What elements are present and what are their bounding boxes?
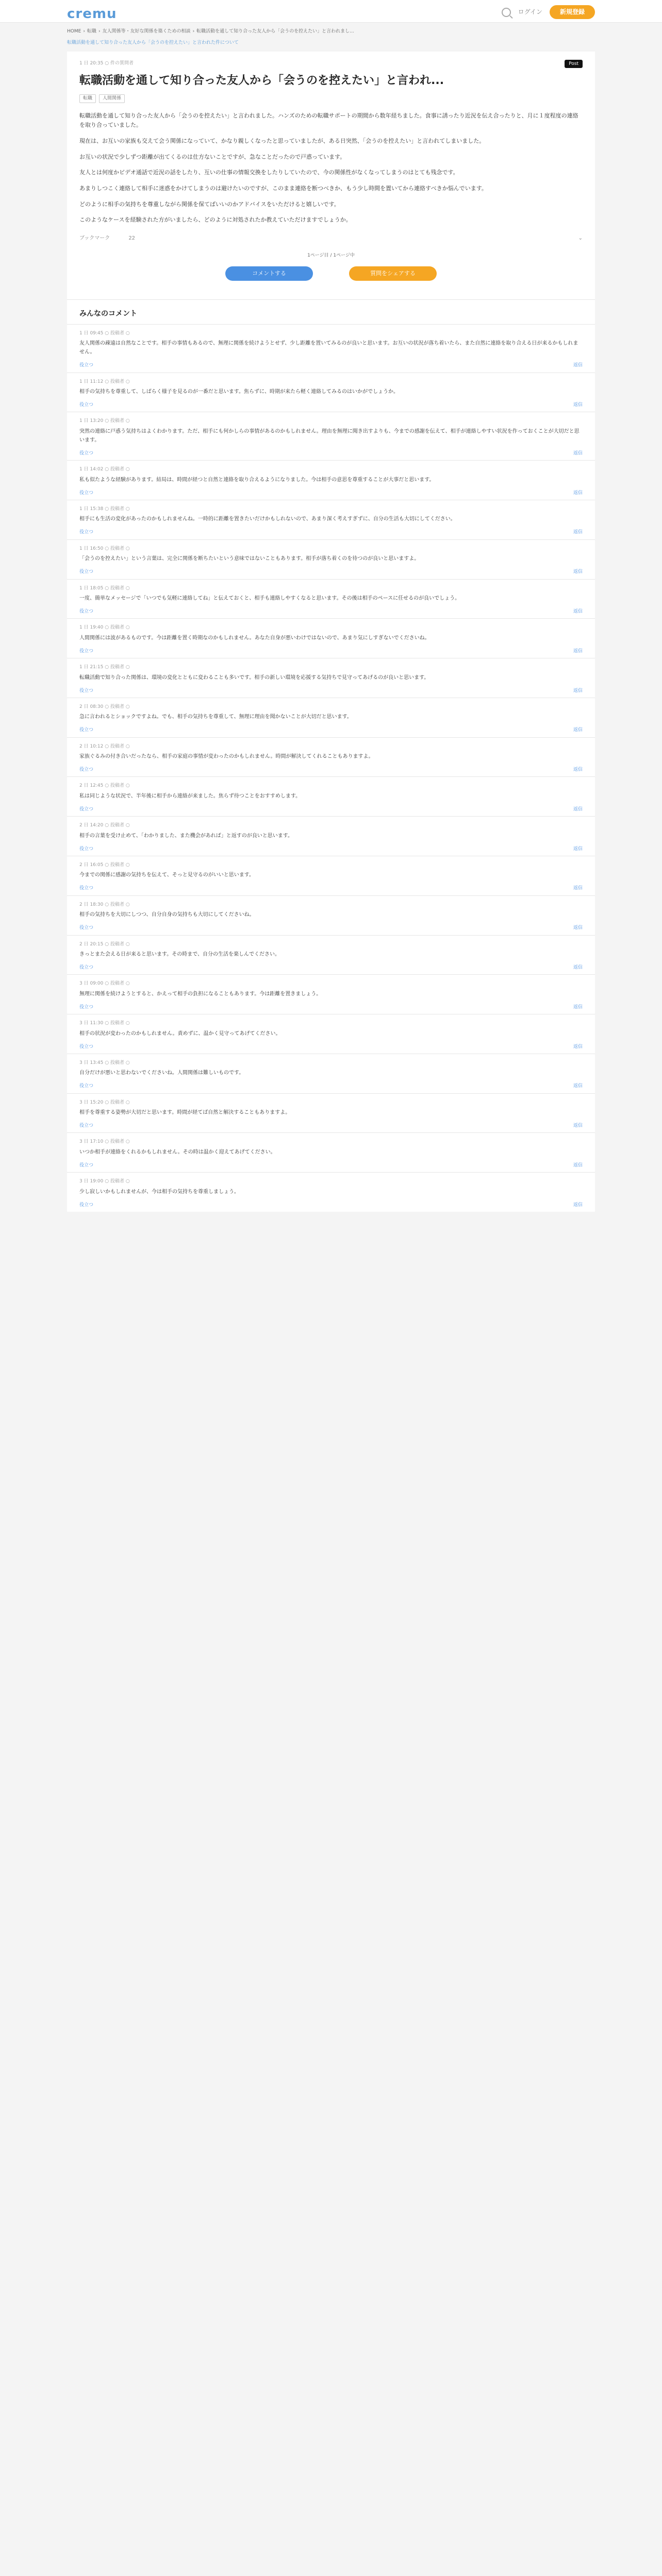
comment-footer	[79, 924, 583, 931]
helpful-button[interactable]: 役立つ	[79, 806, 94, 812]
post-button[interactable]: Post	[565, 60, 583, 68]
main-content	[67, 52, 595, 1212]
question-paragraph: あまりしつこく連絡して相手に迷惑をかけてしまうのは避けたいのですが、このまま連絡を断つべきか、もう少し時間を置いてから連絡すべきか悩んでいます。	[79, 185, 487, 192]
comment-text: 人間関係には波があるものです。今は距離を置く時期なのかもしれません。あなた自身が悪いわけではないので、あまり気にしすぎないでくださいね。	[79, 635, 430, 641]
reply-button[interactable]: 返信	[573, 363, 583, 368]
comment-footer	[79, 1122, 583, 1129]
comment-text: 相手にも生活の変化があったのかもしれませんね。一時的に距離を置きたいだけかもしれないので、あまり深く考えすぎずに、自分の生活も大切にしてください。	[79, 516, 456, 522]
question-paragraph: 友人とは何度かビデオ通話で近況の話をしたり、互いの仕事の情報交換をしたりしていたので、今の関係性がなくなってしまうのはとても残念です。	[79, 169, 459, 176]
helpful-button[interactable]: 役立つ	[79, 1202, 94, 1208]
reply-button[interactable]: 返信	[573, 490, 583, 496]
question-paragraph: どのように相手の気持ちを尊重しながら関係を保てばいいのかアドバイスをいただけると嬉しいです。	[79, 200, 340, 208]
comment-meta: 3 日 17:10 ○ 投稿者 ○	[79, 1139, 130, 1145]
page-subtitle[interactable]: 転職活動を通して知り合った友人から「会うのを控えたい」と言われた件について	[67, 40, 239, 45]
comment-meta: 3 日 13:45 ○ 投稿者 ○	[79, 1060, 130, 1065]
site-header	[0, 0, 662, 23]
comment-item	[67, 935, 595, 975]
comment-meta: 3 日 19:00 ○ 投稿者 ○	[79, 1179, 130, 1184]
comment-item	[67, 698, 595, 737]
comment-item	[67, 776, 595, 816]
helpful-button[interactable]: 役立つ	[79, 727, 94, 733]
comment-meta: 2 日 12:45 ○ 投稿者 ○	[79, 783, 130, 789]
comment-item	[67, 412, 595, 460]
comment-item	[67, 856, 595, 895]
comment-item	[67, 372, 595, 412]
comment-meta: 2 日 16:05 ○ 投稿者 ○	[79, 862, 130, 868]
reply-button[interactable]: 返信	[573, 925, 583, 931]
comment-item	[67, 658, 595, 698]
comment-button[interactable]: コメントする	[225, 266, 313, 281]
site-logo[interactable]: cremu	[67, 6, 117, 22]
question-meta: 1 日 20:35 ○ 件の質問者	[79, 61, 134, 66]
helpful-button[interactable]: 役立つ	[79, 1162, 94, 1168]
helpful-button[interactable]: 役立つ	[79, 1083, 94, 1089]
comment-meta: 3 日 09:00 ○ 投稿者 ○	[79, 981, 130, 987]
comment-text: 一度、簡単なメッセージで「いつでも気軽に連絡してね」と伝えておくと、相手も連絡しやすくなると思います。その後は相手のペースに任せるのが良いでしょう。	[79, 595, 460, 601]
comment-meta: 3 日 11:30 ○ 投稿者 ○	[79, 1021, 130, 1026]
comment-text: 転職活動で知り合った関係は、環境の変化とともに変わることも多いです。相手の新しい環境を応援する気持ちで見守ってあげるのが良いと思います。	[79, 674, 429, 681]
reply-button[interactable]: 返信	[573, 1004, 583, 1010]
helpful-button[interactable]: 役立つ	[79, 846, 94, 852]
reply-button[interactable]: 返信	[573, 648, 583, 654]
tag-list	[79, 94, 583, 103]
tag[interactable]: 転職	[79, 94, 96, 103]
breadcrumb-current: 転職活動を通して知り合った友人から「会うのを控えたい」と言われまし...	[196, 29, 354, 34]
comment-meta: 1 日 15:38 ○ 投稿者 ○	[79, 506, 130, 512]
reply-button[interactable]: 返信	[573, 846, 583, 852]
helpful-button[interactable]: 役立つ	[79, 363, 94, 368]
comment-text: 相手を尊重する姿勢が大切だと思います。時間が経てば自然と解決することもありますよ。	[79, 1110, 291, 1116]
comment-item	[67, 737, 595, 777]
comment-meta: 1 日 13:20 ○ 投稿者 ○	[79, 418, 130, 424]
comment-footer	[79, 1082, 583, 1090]
comment-text: 私も似たような経験があります。結局は、時間が経つと自然と連絡を取り合えるようになりました。今は相手の意思を尊重することが大事だと思います。	[79, 477, 435, 483]
comment-text: きっとまた会える日が来ると思います。その時まで、自分の生活を楽しんでください。	[79, 951, 280, 957]
comment-text: 「会うのを控えたい」という言葉は、完全に関係を断ちたいという意味ではないこともあります。相手が落ち着くのを待つのが良いと思いますよ。	[79, 556, 420, 562]
helpful-button[interactable]: 役立つ	[79, 1123, 94, 1129]
comment-meta: 3 日 15:20 ○ 投稿者 ○	[79, 1099, 130, 1105]
comment-text: 相手の気持ちを尊重して、しばらく様子を見るのが一番だと思います。焦らずに、時期が来たら軽く連絡してみるのはいかがでしょうか。	[79, 389, 399, 395]
helpful-button[interactable]: 役立つ	[79, 688, 94, 693]
comment-footer	[79, 964, 583, 971]
reply-button[interactable]: 返信	[573, 1123, 583, 1129]
comment-meta: 1 日 21:15 ○ 投稿者 ○	[79, 665, 130, 670]
comment-item	[67, 816, 595, 856]
comment-meta: 1 日 18:05 ○ 投稿者 ○	[79, 585, 130, 591]
breadcrumb-home[interactable]: HOME	[67, 29, 81, 34]
comment-footer	[79, 608, 583, 615]
share-button[interactable]: 質問をシェアする	[349, 266, 437, 281]
helpful-button[interactable]: 役立つ	[79, 767, 94, 773]
comment-text: 急に言われるとショックですよね。でも、相手の気持ちを尊重して、無理に理由を聞かないことが大切だと思います。	[79, 714, 352, 720]
comment-footer	[79, 648, 583, 655]
comment-text: 無理に関係を続けようとすると、かえって相手の負担になることもあります。今は距離を置きましょう。	[79, 991, 322, 997]
helpful-button[interactable]: 役立つ	[79, 648, 94, 654]
helpful-button[interactable]: 役立つ	[79, 569, 94, 575]
reply-button[interactable]: 返信	[573, 886, 583, 891]
page-counter: 1ページ目 / 1ページ中	[307, 253, 355, 259]
comment-item	[67, 1172, 595, 1212]
tag[interactable]: 人間関係	[99, 94, 125, 103]
comment-text: 相手の気持ちを大切にしつつ、自分自身の気持ちも大切にしてくださいね。	[79, 912, 255, 918]
reply-button[interactable]: 返信	[573, 1044, 583, 1049]
comment-footer	[79, 845, 583, 853]
comment-text: 自分だけが悪いと思わないでくださいね。人間関係は難しいものです。	[79, 1070, 244, 1076]
reply-button[interactable]: 返信	[573, 1202, 583, 1208]
reply-button[interactable]: 返信	[573, 530, 583, 535]
comment-footer	[79, 362, 583, 369]
search-icon[interactable]	[502, 8, 511, 17]
breadcrumb-subcategory[interactable]: 友人関係等・友好な関係を築くための相談	[102, 29, 191, 34]
comment-item	[67, 324, 595, 372]
breadcrumb	[67, 28, 354, 35]
helpful-button[interactable]: 役立つ	[79, 530, 94, 535]
helpful-button[interactable]: 役立つ	[79, 1004, 94, 1010]
reply-button[interactable]: 返信	[573, 608, 583, 614]
comment-footer	[79, 806, 583, 813]
comment-meta: 2 日 18:30 ○ 投稿者 ○	[79, 902, 130, 907]
comment-footer	[79, 766, 583, 773]
comment-item	[67, 895, 595, 935]
login-link[interactable]: ログイン	[518, 8, 542, 15]
comment-footer	[79, 401, 583, 409]
comment-item	[67, 579, 595, 619]
helpful-button[interactable]: 役立つ	[79, 886, 94, 891]
header-actions	[502, 5, 595, 19]
comment-text: 突然の連絡に戸惑う気持ちはよくわかります。ただ、相手にも何かしらの事情があるのかもしれません。理由を無理に聞き出すよりも、今までの感謝を伝えて、相手が連絡しやすい状況を作っておくことが大切だと思います。	[79, 428, 580, 443]
reply-button[interactable]: 返信	[573, 1083, 583, 1089]
helpful-button[interactable]: 役立つ	[79, 608, 94, 614]
comment-item	[67, 1093, 595, 1133]
question-paragraph: 現在は、お互いの家族も交えて会う関係になっていて、かなり親しくなったと思っていましたが、ある日突然、「会うのを控えたい」と言われてしまいました。	[79, 137, 485, 144]
comment-item	[67, 1014, 595, 1054]
comment-footer	[79, 1043, 583, 1050]
breadcrumb-sep: ›	[192, 29, 195, 34]
question-card	[67, 52, 595, 286]
comment-footer	[79, 450, 583, 457]
comment-meta: 1 日 09:45 ○ 投稿者 ○	[79, 330, 130, 336]
question-paragraph: このようなケースを経験された方がいましたら、どのように対処されたか教えていただけますでしょうか。	[79, 216, 352, 224]
question-paragraph: 転職活動を通して知り合った友人から「会うのを控えたい」と言われました。ハンズのための転職サポートの期間から数年経ちました。食事に誘ったり近況を伝え合ったりと、月に１度程度の連絡を取り合っていました。	[79, 112, 578, 129]
reply-button[interactable]: 返信	[573, 688, 583, 693]
helpful-button[interactable]: 役立つ	[79, 450, 94, 456]
breadcrumb-category[interactable]: 転職	[87, 29, 96, 34]
breadcrumb-sep: ›	[83, 29, 85, 34]
comment-footer	[79, 568, 583, 575]
comment-text: 私は同じような状況で、半年後に相手から連絡が来ました。焦らず待つことをおすすめします。	[79, 793, 301, 799]
question-title: 転職活動を通して知り合った友人から「会うのを控えたい」と言われ...	[79, 74, 444, 88]
comment-item	[67, 1132, 595, 1172]
comment-item	[67, 500, 595, 539]
comment-count: 22	[128, 235, 136, 242]
comment-meta: 1 日 16:50 ○ 投稿者 ○	[79, 546, 130, 551]
comment-footer	[79, 489, 583, 497]
comment-footer	[79, 1162, 583, 1169]
comment-item	[67, 618, 595, 658]
comment-meta: 2 日 10:12 ○ 投稿者 ○	[79, 743, 130, 749]
more-menu-icon[interactable]: ⌄	[578, 235, 583, 242]
comment-footer	[79, 885, 583, 892]
question-actions	[79, 231, 583, 243]
comment-text: 相手の言葉を受け止めて、「わかりました、また機会があれば」と返すのが良いと思います。	[79, 833, 293, 839]
comment-footer	[79, 726, 583, 734]
question-body	[79, 111, 583, 226]
register-button[interactable]: 新規登録	[550, 5, 595, 19]
comment-text: 家族ぐるみの付き合いだったなら、相手の家庭の事情が変わったのかもしれません。時間が解決してくれることもありますよ。	[79, 754, 374, 760]
cta-buttons	[79, 266, 583, 281]
reply-button[interactable]: 返信	[573, 964, 583, 970]
reply-button[interactable]: 返信	[573, 767, 583, 773]
comment-meta: 1 日 11:12 ○ 投稿者 ○	[79, 379, 130, 384]
comment-list	[67, 324, 595, 1212]
comment-item	[67, 460, 595, 500]
reply-button[interactable]: 返信	[573, 806, 583, 812]
reply-button[interactable]: 返信	[573, 727, 583, 733]
comment-item	[67, 1054, 595, 1093]
helpful-button[interactable]: 役立つ	[79, 964, 94, 970]
reply-button[interactable]: 返信	[573, 450, 583, 456]
comment-meta: 1 日 14:02 ○ 投稿者 ○	[79, 467, 130, 472]
comment-meta: 2 日 08:30 ○ 投稿者 ○	[79, 704, 130, 709]
helpful-button[interactable]: 役立つ	[79, 1044, 94, 1049]
comment-text: いつか相手が連絡をくれるかもしれません。その時は温かく迎えてあげてください。	[79, 1149, 276, 1155]
comment-text: 少し寂しいかもしれませんが、今は相手の気持ちを尊重しましょう。	[79, 1189, 239, 1195]
comment-meta: 2 日 20:15 ○ 投稿者 ○	[79, 941, 130, 947]
comment-text: 友人関係の疎遠は自然なことです。相手の事情もあるので、無理に関係を続けようとせず、少し距離を置いてみるのが良いと思います。お互いの状況が落ち着いたら、また自然に連絡を取り合える日が来るかもしれません。	[79, 341, 578, 355]
comment-text: 相手の状況が変わったのかもしれません。責めずに、温かく見守ってあげてください。	[79, 1030, 281, 1037]
helpful-button[interactable]: 役立つ	[79, 490, 94, 496]
comment-meta: 2 日 14:20 ○ 投稿者 ○	[79, 823, 130, 828]
reply-button[interactable]: 返信	[573, 402, 583, 408]
comment-footer	[79, 1201, 583, 1209]
comment-footer	[79, 529, 583, 536]
comments-heading: みんなのコメント	[79, 310, 137, 318]
question-meta-row	[79, 60, 583, 68]
comment-meta: 1 日 19:40 ○ 投稿者 ○	[79, 625, 130, 631]
comment-item	[67, 974, 595, 1014]
comment-footer	[79, 1004, 583, 1011]
comment-text: 今までの関係に感謝の気持ちを伝えて、そっと見守るのがいいと思います。	[79, 872, 254, 878]
comment-footer	[79, 687, 583, 694]
reply-button[interactable]: 返信	[573, 569, 583, 575]
comment-item	[67, 539, 595, 579]
helpful-button[interactable]: 役立つ	[79, 925, 94, 931]
bookmark-button[interactable]: ブックマーク	[79, 235, 110, 242]
breadcrumb-sep: ›	[98, 29, 101, 34]
question-paragraph: お互いの状況で少しずつ距離が出てくるのは仕方ないことですが、急なことだったので戸惑っています。	[79, 153, 346, 160]
helpful-button[interactable]: 役立つ	[79, 402, 94, 408]
reply-button[interactable]: 返信	[573, 1162, 583, 1168]
